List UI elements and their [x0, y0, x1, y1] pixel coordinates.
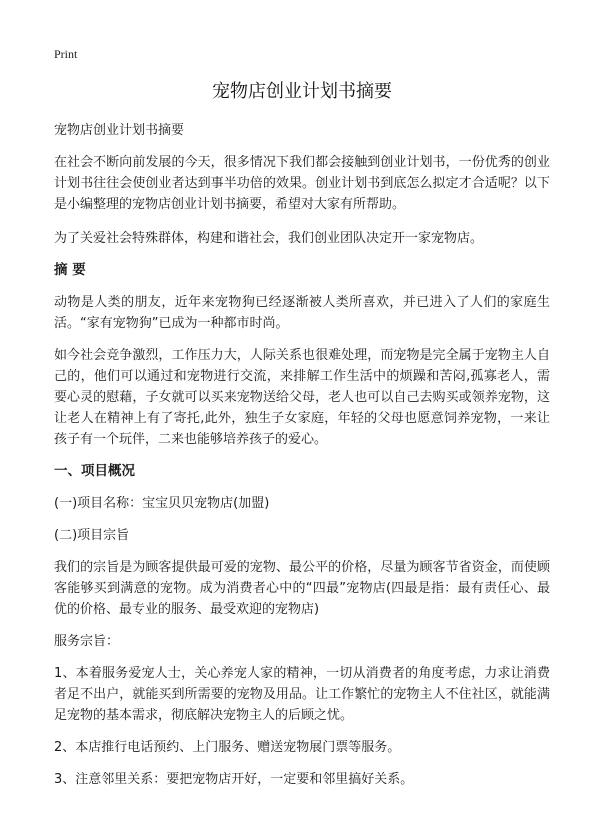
abstract-heading: 摘 要	[54, 262, 86, 278]
aim-paragraph: 我们的宗旨是为顾客提供最可爱的宠物、最公平的价格，尽量为顾客节省资金，而使顾客能够买到满意的宠物。成为消费者心中的“四最”宠物店(四最是指：最有责任心、最优的价格、最专业的服务、最受欢迎的宠物店)	[54, 560, 550, 617]
service-item-2: 2、本店推行电话预约、上门服务、赠送宠物展门票等服务。	[54, 740, 401, 755]
abstract-paragraph-2: 如今社会竞争激烈，工作压力大，人际关系也很难处理，而宠物是完全属于宠物主人自己的，他们可以通过和宠物进行交流，来排解工作生活中的烦躁和苦闷,孤寡老人，需要心灵的慰藉，子女就可以买来宠物送给父母，老人也可以自己去购买或领养宠物，这让老人在精神上有了寄托,此外，独生子女家庭，年轻的父母也愿意饲养宠物，一来让孩子有一个玩伴，二来也能够培养孩子的爱心。	[54, 348, 550, 447]
document-title: 宠物店创业计划书摘要	[212, 81, 392, 102]
document-subtitle: 宠物店创业计划书摘要	[54, 123, 185, 138]
print-link[interactable]: Print	[54, 47, 78, 61]
project-name: (一)项目名称：宝宝贝贝宠物店(加盟)	[54, 496, 270, 511]
abstract-paragraph-1: 动物是人类的朋友，近年来宠物狗已经逐渐被人类所喜欢，并已进入了人们的家庭生活。“家有宠物狗”已成为一种都市时尚。	[54, 295, 550, 331]
service-item-1: 1、本着服务爱宠人士，关心养宠人家的精神，一切从消费者的角度考虑，力求让消费者足不出户，就能买到所需要的宠物及用品。让工作繁忙的宠物主人不住社区，就能满足宠物的基本需求，彻底解决宠物主人的后顾之忧。	[54, 666, 550, 723]
service-label: 服务宗旨：	[54, 634, 120, 649]
section-heading-project-overview: 一、项目概况	[54, 463, 135, 479]
project-aim-label: (二)项目宗旨	[54, 528, 130, 543]
purpose-paragraph: 为了关爱社会特殊群体，构建和谐社会，我们创业团队决定开一家宠物店。	[54, 231, 484, 246]
service-item-3: 3、注意邻里关系：要把宠物店开好，一定要和邻里搞好关系。	[54, 772, 414, 787]
intro-paragraph: 在社会不断向前发展的今天，很多情况下我们都会接触到创业计划书，一份优秀的创业计划书往往会使创业者达到事半功倍的效果。创业计划书到底怎么拟定才合适呢？以下是小编整理的宠物店创业计划书摘要，希望对大家有所帮助。	[54, 155, 550, 212]
